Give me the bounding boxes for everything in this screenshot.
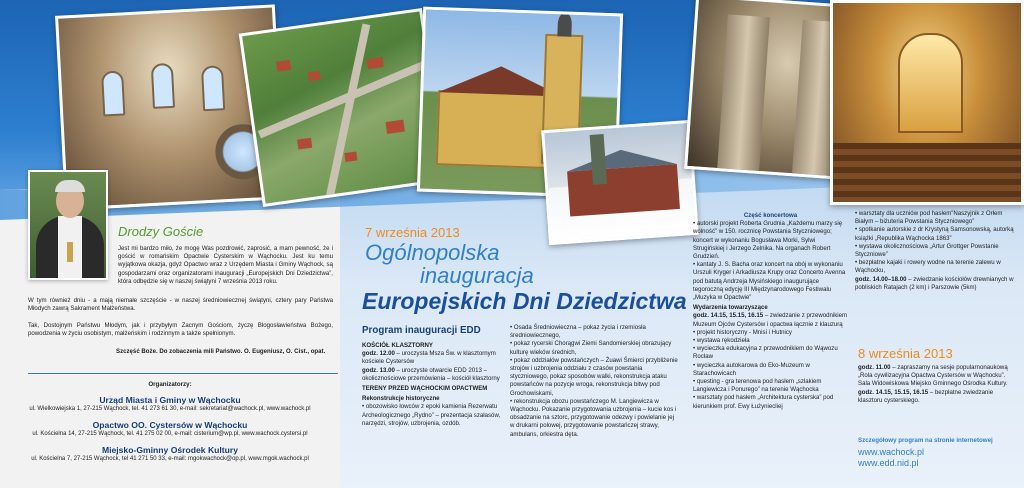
- program-item: [855, 243, 1015, 259]
- program-item: [855, 226, 1015, 242]
- program-title: Program inauguracji EDD: [362, 325, 481, 336]
- section-heading: TERENY PRZED WĄCHOCKIM OPACTWEM: [362, 385, 488, 393]
- program-text: – zwiedzanie z przewodnikiem Muzeum Ojców Cystersów i opactwa łącznie z klauzurą: [693, 312, 848, 328]
- altar: [898, 33, 963, 133]
- program-time: godz. 14.15, 15.15, 16.15: [693, 312, 764, 320]
- program-text: – uroczysta Msza Św. w klasztornym kościele Cystersów: [362, 350, 496, 366]
- organizer-name: Urząd Miasta i Gminy w Wąchocku: [99, 395, 241, 405]
- organizer-item: [0, 420, 340, 439]
- program-column-1: [362, 340, 505, 428]
- roof: [385, 120, 404, 134]
- headline-line-1: Ogólnopolska: [365, 240, 500, 265]
- roof: [367, 57, 384, 69]
- section-heading: KOŚCIÓŁ KLASZTORNY: [362, 342, 433, 349]
- program-item: [693, 362, 848, 378]
- program-item: [858, 389, 1016, 405]
- abbey-building: [567, 164, 680, 217]
- abbey-spire: [590, 134, 607, 185]
- program-item: [510, 398, 680, 439]
- organizer-item: [0, 445, 340, 464]
- organizer-name: Opactwo OO. Cystersów w Wąchocku: [92, 420, 248, 430]
- more-info-note: Szczegółowy program na stronie internetowej: [858, 437, 993, 444]
- program-item: [693, 312, 848, 328]
- window-shape: [151, 63, 175, 109]
- program-text: • warsztaty dla uczniów pod hasłem”Naszyjnik z Orłem Białym – biżuteria Powstania Styczniowego”: [855, 210, 1003, 226]
- program-item: [362, 367, 505, 383]
- organizer-address: ul. Kościelna 14, 27-215 Wąchock, tel. 41 275 02 00, e-mail: cisterium@wp.pl, www.wachock.cystersi.pl: [32, 431, 308, 437]
- program-text: – bezpłatne zwiedzanie klasztoru cysterskiego.: [858, 388, 994, 404]
- program-item: [855, 210, 1015, 226]
- roof: [297, 138, 312, 150]
- program-item: [855, 276, 1015, 292]
- divider: [28, 373, 338, 374]
- program-item: [362, 403, 505, 428]
- headline-line-3: Europejskich Dni Dziedzictwa: [362, 288, 687, 314]
- photo-church-interior: [830, 0, 1024, 205]
- program-time: godz. 14.15, 15.15, 16.15: [858, 388, 929, 396]
- program-text: • wystawa okolicznościowa „Artur Grottger Powstanie Styczniowe”: [855, 242, 999, 259]
- program-item: [510, 340, 680, 356]
- program-time: godz. 14.00–18.00: [855, 275, 907, 283]
- section-heading: Wydarzenia towarzyszące: [693, 304, 768, 312]
- program-text: – zapraszamy na sesje popularnonaukową „Rola cywilizacyjna Opactwa Cystersów w Wąchocku”. Sala Widowiskowa Miejsko Gminnego Ośrodka Kultury.: [858, 364, 1008, 388]
- program-item: [510, 324, 680, 340]
- program-time: godz. 13.00: [362, 366, 395, 374]
- program-text: • bezpłatne kajaki i rowery wodne na terenie zalewu w Wąchocku,: [855, 259, 1001, 275]
- program-column-4: [855, 210, 1015, 292]
- program-item: [693, 329, 848, 337]
- program-item: [693, 220, 848, 261]
- program-item: [693, 261, 848, 302]
- program-text: • pokaz rycerski Chorągwi Ziemi Sandomierskiej obrazujący kulturę wieków średnich,: [510, 340, 672, 356]
- welcome-paragraph-3: Tak, Dostojnym Państwu Młodym, jak i przybyłym Zacnym Gościom, życzę Błogosławieństwa Bożego, powodzenia w życiu osobistym, małżeńskim i rodzinnym a także spełnionym.: [28, 322, 333, 338]
- abbot-portrait: [28, 170, 108, 280]
- window-shape: [201, 65, 225, 111]
- organizer-address: ul. Kościelna 7, 27-215 Wąchock, tel 41 271 50 33, e-mail: mgokwachock@op.pl, www.mgok.wachock.pl: [31, 456, 309, 462]
- program-column-2: [510, 324, 680, 439]
- section-heading: Rekonstrukcje historyczne: [362, 395, 440, 403]
- website-link[interactable]: www.edd.nid.pl: [858, 458, 919, 468]
- road: [325, 23, 370, 201]
- second-day-program: [858, 364, 1016, 405]
- pews: [833, 143, 1024, 205]
- program-text: • warsztaty pod hasłem „Architektura cysterska” pod kierunkiem prof. Ewy Łużyniecliej: [693, 394, 834, 410]
- program-text: • wycieczka autokarowa do Eko-Muzeum w Starachowicach: [693, 361, 810, 377]
- program-item: [693, 337, 848, 345]
- section-heading: Część koncertowa: [743, 212, 798, 219]
- roof: [308, 71, 321, 82]
- church-building: [436, 90, 559, 169]
- program-item: [693, 378, 848, 394]
- program-item: [855, 259, 1015, 275]
- organizers-title: Organizatorzy:: [148, 381, 192, 388]
- column: [717, 14, 770, 177]
- headline-line-2: inauguracja: [420, 263, 534, 288]
- welcome-paragraph-1: Jest mi bardzo miło, że mogę Was pozdrowić, zaprosić, a mam pewność, że i gościć w romańskim Opactwie Cysterskim w Wąchocku. Jest ku temu wyjątkowa okazja, gdyż Opactwo wraz z Urzędem Miasta i Gminy Wąchock, są gospodarzami oraz organizatorami inauguracji „Europejskich Dni Dziedzictwa”, która odbędzie się w naszej świątyni 7 września 2013 roku.: [118, 245, 333, 285]
- program-text: – zwiedzanie kościołów drewnianych w pobliskich Ratajach (2 km) i Parszowie (5km): [855, 275, 1014, 291]
- program-text: • pokaz oddziałów powstańczych – Żuawi Śmierci przybliżenie strojów i uzbrojenia oddziału z czasów powstania styczniowego, pokaz sposobów walki, rekonstrukcja ataku powstańców na pozycje wroga, rekonstrukcja bitwy pod Grochowiskami,: [510, 356, 678, 397]
- program-text: • obozowisko łowców z epoki kamienia Rezerwatu Archeologicznego „Rydno” – prezentacja szałasów, narzędzi, strojów, uzbrojenia, ozdób.: [362, 403, 501, 427]
- roof: [344, 152, 357, 163]
- welcome-paragraph-2: W tym również dniu - a mają niemałe szczęście - w naszej średniowiecznej świątyni, cztery pary Państwa Młodych zawrą Sakrament Małżeństwa.: [28, 297, 333, 313]
- program-text: • questing - gra terenowa pod hasłem „szlakiem Langiewicza i Ponurego” na terenie Wąchocka: [693, 378, 822, 394]
- program-text: • projekt historyczny - Mnisi i Hutnicy: [693, 328, 792, 336]
- hair: [55, 180, 85, 192]
- program-time: godz. 11.00: [858, 364, 891, 371]
- pectoral-cross: [67, 242, 73, 262]
- program-item: [693, 345, 848, 361]
- program-text: • rekonstrukcja obozu powstańczego M. Langiewicza w Wąchocku. Pokazanie przygotowania uzbrojenia – kucie kos i obsadzanie na sztorc, przygotowanie odezwy i powielanie jej w drukarni polowej, przygotowanie powstańczej strawy, ambulans, orkiestra dęta.: [510, 397, 677, 438]
- program-item: [858, 364, 1016, 389]
- welcome-signature: Szczęść Boże. Do zobaczenia mili Państwo. O. Eugeniusz, O. Cist., opat.: [116, 348, 326, 355]
- website-link[interactable]: www.wachock.pl: [858, 447, 925, 457]
- window-shape: [101, 70, 125, 116]
- welcome-title: Drodzy Goście: [118, 224, 204, 239]
- program-text: • spotkanie autorskie z dr Krystyną Samsonowską, autorką książki „Republika Wąchocka 1863”: [855, 226, 1014, 242]
- second-day-date: 8 września 2013: [858, 346, 953, 361]
- program-item: [693, 394, 848, 410]
- organizer-item: [0, 395, 340, 414]
- photo-winter-abbey: [541, 120, 699, 245]
- program-text: • wycieczka edukacyjna z przewodnikiem do Wąwozu Rocław: [693, 345, 838, 361]
- program-text: • wystawa rękodzieła: [693, 337, 750, 345]
- program-text: – uroczyste otwarcie EDD 2013 – okolicznościowe przemówienia – kościół klasztorny: [362, 366, 500, 382]
- organizer-name: Miejsko-Gminny Ośrodek Kultury: [101, 445, 239, 455]
- program-item: [510, 357, 680, 398]
- event-date: 7 września 2013: [365, 225, 460, 240]
- roof: [276, 60, 291, 72]
- program-time: godz. 12.00: [362, 350, 395, 358]
- program-text: • autorski projekt Roberta Grudnia „Każdemu marzy się wolność” w 150. rocznicę Powstania Styczniowego; koncert w wykonaniu Bogusława Morki, Sylwi Strugińskiej i Jerzego Zelnika. Na organach Robert Grudzień.: [693, 220, 843, 261]
- program-text: • Osada Średniowieczna – pokaz życia i rzemiosła średniowiecznego,: [510, 324, 646, 340]
- organizer-address: ul. Wielkowiejska 1, 27-215 Wąchock, tel. 41 273 61 30, e-mail: sekretariat@wachock.pl, www.wachock.pl: [29, 406, 311, 412]
- program-text: • kantaty J. S. Bacha oraz koncert na obój w wykonaniu Urszuli Kryger i Arkadiusza Krupy oraz Concerto Avenna pod batutą Andrzeja Mysińskiego inaugurujące tegoroczną edycję III Międzynarodowego Festiwalu „Muzyka w Opactwie”: [693, 261, 846, 302]
- program-column-3: [693, 212, 848, 411]
- program-item: [362, 350, 505, 366]
- photo-aerial-town: [239, 8, 447, 207]
